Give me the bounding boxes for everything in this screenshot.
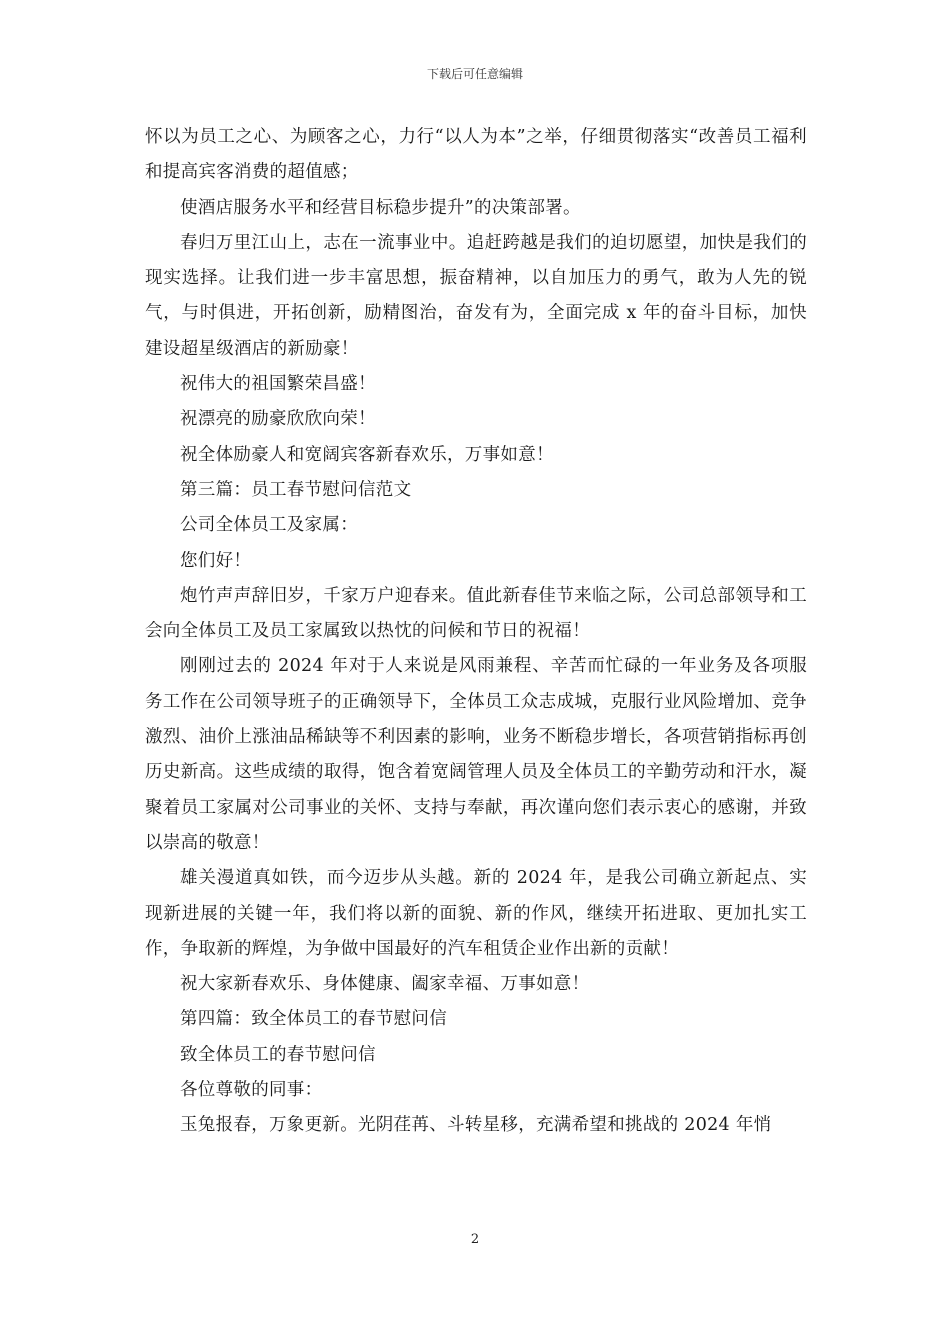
- paragraph: 玉兔报春，万象更新。光阴荏苒、斗转星移，充满希望和挑战的 2024 年悄: [180, 1115, 772, 1136]
- paragraph: 祝漂亮的励豪欣欣向荣！: [180, 409, 376, 430]
- greeting: 您们好！: [180, 550, 252, 571]
- paragraph: 刚刚过去的 2024 年对于人来说是风雨兼程、辛苦而忙碌的一年业务及各项服务工作在公司领导班子的正确领导下，全体员工众志成城，克服行业风险增加、竞争激烈、油价上涨油品稀缺等不利因素的影响，业务不断稳步增长，各项营销指标再创历史新高。这些成绩的取得，饱含着宽阔管理人员及全体员工的辛勤劳动和汗水，凝聚着员工家属对公司事业的关怀、支持与奉献，再次谨向您们表示衷心的感谢，并致以崇高的敬意！: [145, 656, 807, 853]
- salutation: 公司全体员工及家属：: [180, 515, 358, 536]
- letter-title: 致全体员工的春节慰问信: [180, 1044, 376, 1065]
- paragraph: 祝大家新春欢乐、身体健康、阖家幸福、万事如意！: [180, 974, 590, 995]
- section-heading: 第四篇：致全体员工的春节慰问信: [180, 1009, 447, 1030]
- paragraph: 雄关漫道真如铁，而今迈步从头越。新的 2024 年，是我公司确立新起点、实现新进展的关键一年，我们将以新的面貌、新的作风，继续开拓进取、更加扎实工作，争取新的辉煌，为争做中国最好的汽车租赁企业作出新的贡献！: [145, 868, 807, 959]
- paragraph: 使酒店服务水平和经营目标稳步提升”的决策部署。: [180, 197, 581, 218]
- paragraph: 怀以为员工之心、为顾客之心，力行“以人为本”之举，仔细贯彻落实“改善员工福利和提高宾客消费的超值感；: [145, 127, 807, 183]
- document-body: [145, 120, 807, 1144]
- page-number: 2: [470, 1232, 480, 1247]
- salutation: 各位尊敬的同事：: [180, 1080, 323, 1101]
- page-header: 下载后可任意编辑: [426, 67, 523, 81]
- paragraph: 春归万里江山上，志在一流事业中。追赶跨越是我们的迫切愿望，加快是我们的现实选择。让我们进一步丰富思想，振奋精神，以自加压力的勇气，敢为人先的锐气，与时俱进，开拓创新，励精图治，奋发有为，全面完成 x 年的奋斗目标，加快建设超星级酒店的新励豪！: [145, 232, 807, 359]
- paragraph: 祝全体励豪人和宽阔宾客新春欢乐，万事如意！: [180, 444, 554, 465]
- paragraph: 炮竹声声辞旧岁，千家万户迎春来。值此新春佳节来临之际，公司总部领导和工会向全体员工及员工家属致以热忱的问候和节日的祝福！: [145, 585, 807, 642]
- section-heading: 第三篇：员工春节慰问信范文: [180, 479, 412, 500]
- paragraph: 祝伟大的祖国繁荣昌盛！: [180, 374, 376, 395]
